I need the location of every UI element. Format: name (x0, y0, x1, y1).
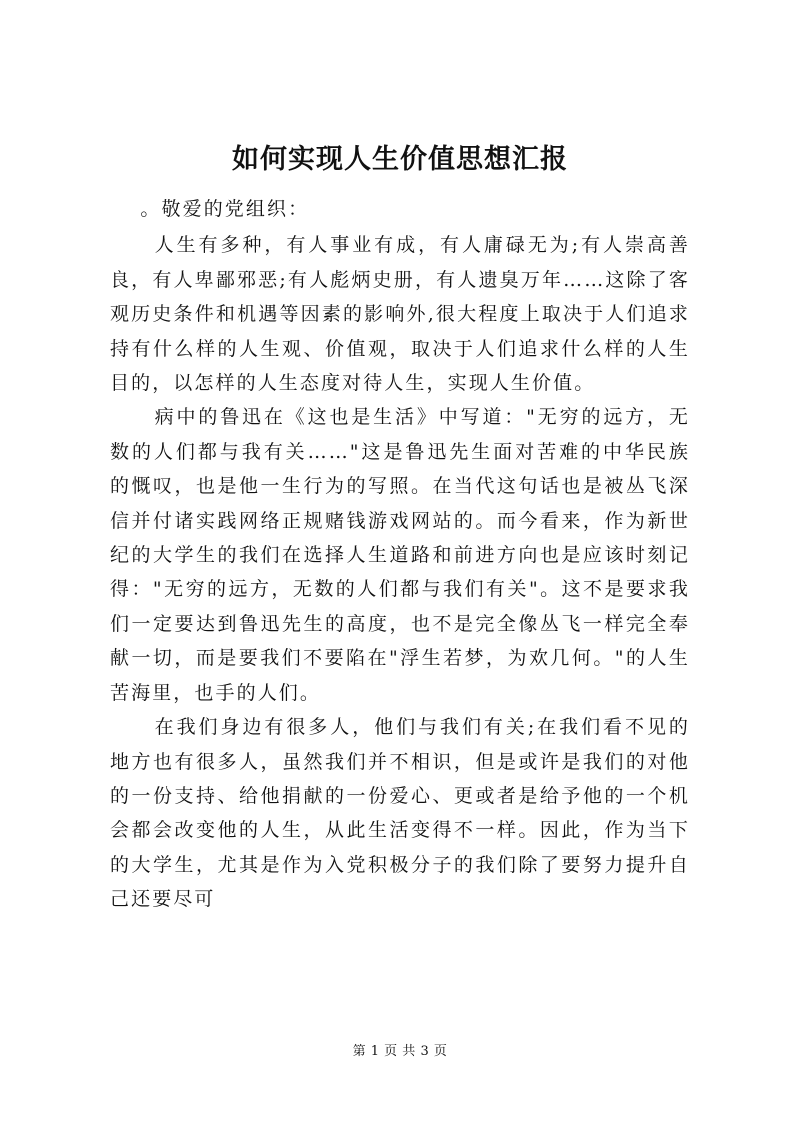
paragraph-1: 人生有多种，有人事业有成，有人庸碌无为;有人崇高善良，有人卑鄙邪恶;有人彪炳史册，有人遗臭万年……这除了客观历史条件和机遇等因素的影响外,很大程度上取决于人们追求持有什么样的人生观、价值观，取决于人们追求什么样的人生目的，以怎样的人生态度对待人生，实现人生价值。 (110, 234, 690, 395)
document-body (110, 192, 690, 917)
paragraph-2: 病中的鲁迅在《这也是生活》中写道："无穷的远方，无数的人们都与我有关……"这是鲁迅先生面对苦难的中华民族的慨叹，也是他一生行为的写照。在当代这句话也是被丛飞深信并付诸实践网络正规赌钱游戏网站的。而今看来，作为新世纪的大学生的我们在选择人生道路和前进方向也是应该时刻记得："无穷的远方，无数的人们都与我们有关"。这不是要求我们一定要达到鲁迅先生的高度，也不是完全像丛飞一样完全奉献一切，而是要我们不要陷在"浮生若梦，为欢几何。"的人生苦海里，也手的人们。 (110, 406, 690, 704)
page-footer: 第 1 页 共 3 页 (352, 1044, 448, 1059)
salutation: 。敬爱的党组织： (140, 198, 310, 220)
document-title: 如何实现人生价值思想汇报 (232, 144, 568, 175)
paragraph-3: 在我们身边有很多人，他们与我们有关;在我们看不见的地方也有很多人，虽然我们并不相识，但是或许是我们的对他的一份支持、给他捐献的一份爱心、更或者是给予他的一个机会都会改变他的人生，从此生活变得不一样。因此，作为当下的大学生，尤其是作为入党积极分子的我们除了要努力提升自己还要尽可 (110, 716, 690, 911)
